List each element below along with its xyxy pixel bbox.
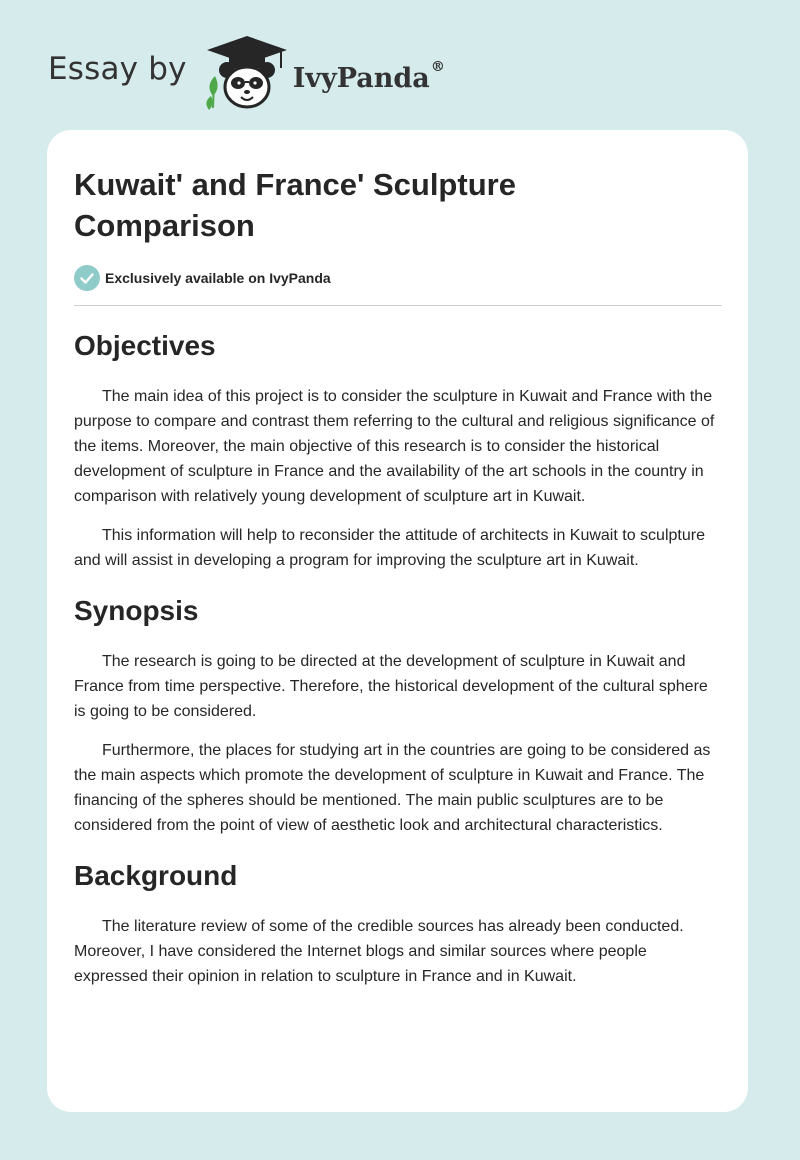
panda-graduate-icon bbox=[201, 34, 293, 114]
section-objectives bbox=[74, 329, 722, 573]
paragraph: Furthermore, the places for studying art in the countries are going to be considered as the main aspects which promote the development of sculpture in Kuwait and France. The financing of the spheres should be mentioned. The main public sculptures are to be considered from the point of view of aesthetic look and architectural characteristics. bbox=[74, 742, 711, 834]
section-heading: Synopsis bbox=[74, 595, 199, 626]
section-synopsis bbox=[74, 594, 722, 838]
page-title: Kuwait' and France' Sculpture Comparison bbox=[74, 167, 516, 243]
checkmark-badge-icon bbox=[74, 265, 100, 291]
paragraph: The main idea of this project is to consider the sculpture in Kuwait and France with the purpose to compare and contrast them referring to the cultural and religious significance of the items. Moreover, the main objective of this research is to consider the historical development of sculpture in France and the availability of the art schools in the country in comparison with relatively young development of sculpture art in Kuwait. bbox=[74, 388, 715, 505]
paragraph: The research is going to be directed at the development of sculpture in Kuwait and France from time perspective. Therefore, the historical development of the cultural sphere is going to be considered. bbox=[74, 653, 708, 720]
paragraph: This information will help to reconsider the attitude of architects in Kuwait to sculpture and will assist in developing a program for improving the sculpture art in Kuwait. bbox=[74, 527, 705, 569]
brand-prefix: Essay by bbox=[48, 51, 187, 87]
registered-mark: ® bbox=[430, 58, 445, 75]
site-brand[interactable] bbox=[48, 34, 445, 114]
section-background bbox=[74, 859, 722, 989]
exclusive-label: Exclusively available on IvyPanda bbox=[105, 270, 331, 286]
paragraph: The literature review of some of the credible sources has already been conducted. Moreover, I have considered the Internet blogs and similar sources where people expressed their opinion in relation to sculpture in France and in Kuwait. bbox=[74, 918, 684, 985]
brand-name: IvyPanda® bbox=[292, 58, 445, 94]
exclusive-badge bbox=[74, 265, 722, 291]
section-heading: Objectives bbox=[74, 330, 216, 361]
essay-card bbox=[47, 130, 748, 1112]
divider bbox=[74, 305, 722, 306]
section-heading: Background bbox=[74, 860, 238, 891]
